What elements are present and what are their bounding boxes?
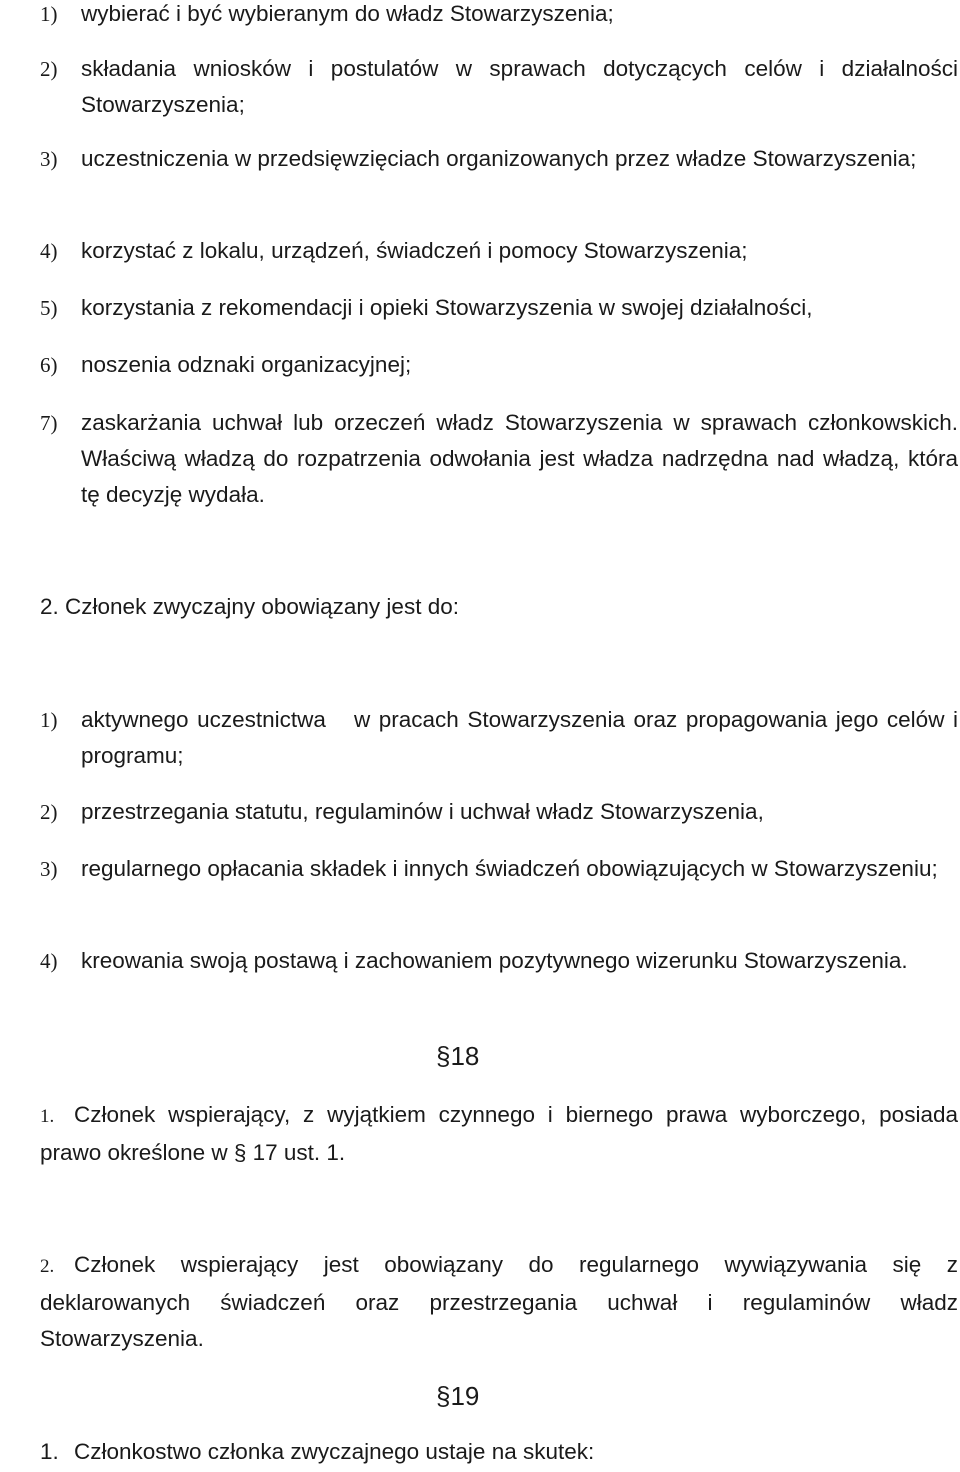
section-symbol: § [436, 1381, 451, 1411]
section-number: 18 [450, 1041, 480, 1071]
list-item-number: 7) [40, 411, 58, 435]
paragraph-text-wrap [40, 1247, 958, 1357]
paragraph-number: 1. [40, 1439, 59, 1464]
list-item-number: 1) [40, 2, 58, 26]
list-item-text: zaskarżania uchwał lub orzeczeń władz Stowarzyszenia w sprawach członkowskich. Właściwą władzą do rozpatrzenia odwołania jest władza nadrzędna nad władzą, która tę decyzję wydała. [81, 410, 958, 507]
list-item-text: korzystać z lokalu, urządzeń, świadczeń i pomocy Stowarzyszenia; [81, 238, 748, 263]
list-item-text: kreowania swoją postawą i zachowaniem pozytywnego wizerunku Stowarzyszenia. [81, 948, 908, 973]
list-item-text: składania wniosków i postulatów w sprawach dotyczących celów i działalności Stowarzyszenia; [81, 56, 958, 117]
list-item-text [81, 702, 958, 774]
list-item [40, 0, 958, 32]
list-item [40, 851, 958, 887]
paragraph-number: 2. [40, 594, 59, 619]
list-item-number: 4) [40, 239, 58, 263]
list-item [40, 141, 958, 177]
paragraph-text: Członek zwyczajny obowiązany jest do: [65, 594, 459, 619]
paragraph-text: Członek wspierający jest obowiązany do regularnego wywiązywania się z deklarowanych świadczeń oraz przestrzegania uchwał i regulaminów władz Stowarzyszenia. [40, 1252, 958, 1351]
list-item-number: 5) [40, 296, 58, 320]
list-item-text: przestrzegania statutu, regulaminów i uchwał władz Stowarzyszenia, [81, 799, 764, 824]
list-item [40, 347, 958, 383]
list-item-number: 1) [40, 708, 58, 732]
paragraph-number: 2. [40, 1256, 55, 1277]
list-item-text: korzystania z rekomendacji i opieki Stowarzyszenia w swojej działalności, [81, 295, 813, 320]
list-item-text: regularnego opłacania składek i innych świadczeń obowiązujących w Stowarzyszeniu; [81, 856, 938, 881]
list-item [40, 794, 958, 830]
section-symbol: § [436, 1041, 451, 1071]
list-item-number: 2) [40, 800, 58, 824]
paragraph-18-1 [40, 1097, 958, 1171]
list-item-number: 6) [40, 353, 58, 377]
list-item-text: wybierać i być wybieranym do władz Stowarzyszenia; [81, 1, 614, 26]
section-number: 19 [450, 1381, 480, 1411]
list-item [40, 51, 958, 123]
list-item-number: 3) [40, 147, 58, 171]
paragraph-19-1 [40, 1434, 958, 1470]
paragraph-2 [40, 589, 958, 625]
list-item [40, 233, 958, 269]
list-item-text: uczestniczenia w przedsięwzięciach organizowanych przez władze Stowarzyszenia; [81, 146, 917, 171]
list-item [40, 943, 958, 979]
section-heading-18 [436, 1038, 479, 1074]
paragraph-number: 1. [40, 1106, 55, 1127]
list-item-text: noszenia odznaki organizacyjnej; [81, 352, 412, 377]
list-item-text-part: w pracach Stowarzyszenia oraz propagowania jego celów i programu; [81, 707, 959, 768]
paragraph-text-wrap [40, 1097, 958, 1171]
list-item-number: 2) [40, 57, 58, 81]
paragraph-text: Członek wspierający, z wyjątkiem czynnego i biernego prawa wyborczego, posiada prawo określone w § 17 ust. 1. [40, 1102, 958, 1165]
list-item [40, 702, 958, 774]
list-item-number: 3) [40, 857, 58, 881]
paragraph-18-2 [40, 1247, 958, 1357]
section-heading-19 [436, 1378, 479, 1414]
list-item [40, 405, 958, 513]
paragraph-text: Członkostwo członka zwyczajnego ustaje na skutek: [74, 1439, 595, 1464]
list-item [40, 290, 958, 326]
list-item-number: 4) [40, 949, 58, 973]
list-item-text-part: aktywnego uczestnictwa [81, 707, 326, 732]
